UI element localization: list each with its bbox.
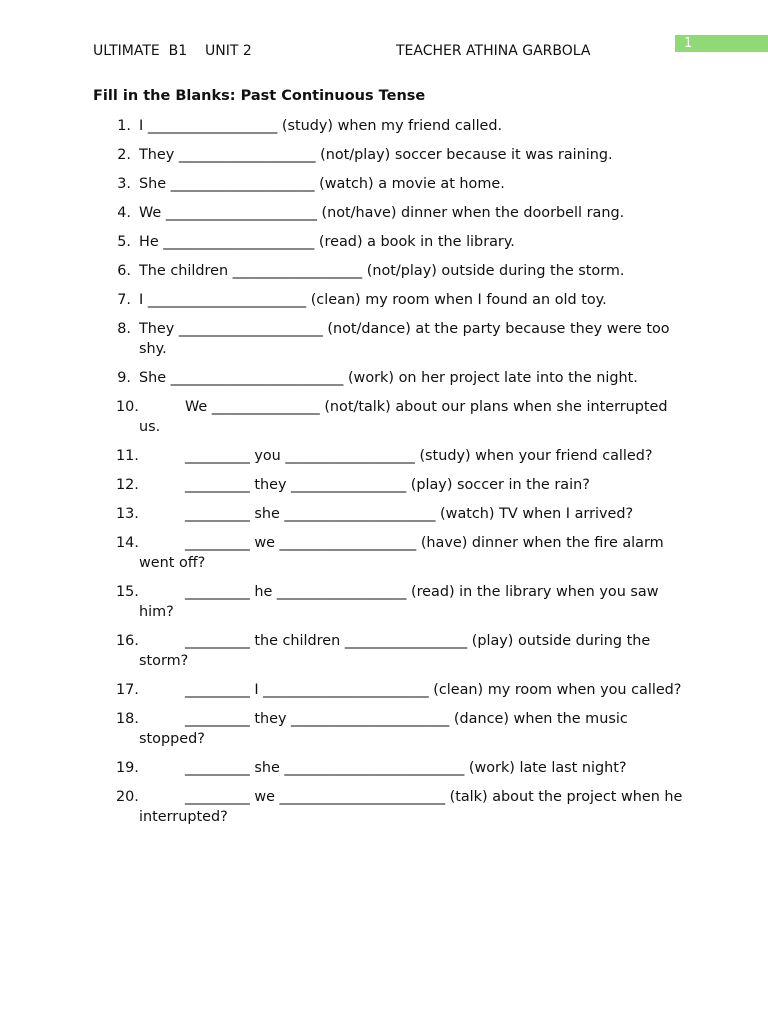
question-item <box>93 397 683 437</box>
question-number: 8. <box>117 321 131 337</box>
question-item <box>93 290 683 310</box>
question-text: _________ he __________________ (read) in the library when you saw him? <box>139 584 659 620</box>
question-number: 3. <box>117 176 131 192</box>
page-number-tab: 1 <box>675 35 768 52</box>
question-item <box>93 787 683 827</box>
question-number: 12. <box>116 477 139 493</box>
question-list <box>93 116 683 836</box>
question-item <box>93 758 683 778</box>
question-text: They ___________________ (not/play) soccer because it was raining. <box>139 147 613 163</box>
question-text: She ________________________ (work) on her project late into the night. <box>139 370 638 386</box>
question-item <box>93 145 683 165</box>
question-text: _________ they ______________________ (dance) when the music stopped? <box>139 711 628 747</box>
question-text: He _____________________ (read) a book in the library. <box>139 234 515 250</box>
question-number: 7. <box>117 292 131 308</box>
question-item <box>93 319 683 359</box>
question-text: We _____________________ (not/have) dinner when the doorbell rang. <box>139 205 625 221</box>
question-number: 13. <box>116 506 139 522</box>
question-number: 2. <box>117 147 131 163</box>
question-number: 1. <box>117 118 131 134</box>
question-item <box>93 368 683 388</box>
question-text: I __________________ (study) when my friend called. <box>139 118 503 134</box>
question-number: 20. <box>116 789 139 805</box>
question-number: 9. <box>117 370 131 386</box>
question-item <box>93 533 683 573</box>
question-text: They ____________________ (not/dance) at the party because they were too shy. <box>139 321 670 357</box>
question-text: _________ she _____________________ (watch) TV when I arrived? <box>185 506 634 522</box>
question-item <box>93 475 683 495</box>
question-number: 5. <box>117 234 131 250</box>
question-text: We _______________ (not/talk) about our plans when she interrupted us. <box>139 399 668 435</box>
question-item <box>93 680 683 700</box>
question-text: The children __________________ (not/play) outside during the storm. <box>139 263 625 279</box>
question-text: _________ she _________________________ (work) late last night? <box>185 760 627 776</box>
question-item <box>93 232 683 252</box>
question-number: 19. <box>116 760 139 776</box>
question-number: 10. <box>116 399 139 415</box>
question-number: 18. <box>116 711 139 727</box>
question-item <box>93 631 683 671</box>
question-item <box>93 174 683 194</box>
question-text: _________ they ________________ (play) soccer in the rain? <box>185 477 590 493</box>
question-number: 17. <box>116 682 139 698</box>
question-number: 4. <box>117 205 131 221</box>
question-text: She ____________________ (watch) a movie at home. <box>139 176 505 192</box>
question-text: _________ the children _________________ (play) outside during the storm? <box>139 633 651 669</box>
question-text: _________ I _______________________ (clean) my room when you called? <box>185 682 682 698</box>
question-item <box>93 203 683 223</box>
worksheet-title: Fill in the Blanks: Past Continuous Tense <box>93 88 426 104</box>
question-item <box>93 709 683 749</box>
question-item <box>93 116 683 136</box>
question-number: 16. <box>116 633 139 649</box>
question-item <box>93 504 683 524</box>
question-text: I ______________________ (clean) my room when I found an old toy. <box>139 292 607 308</box>
question-item <box>93 261 683 281</box>
question-item <box>93 582 683 622</box>
question-number: 14. <box>116 535 139 551</box>
question-text: _________ you __________________ (study) when your friend called? <box>185 448 653 464</box>
question-number: 6. <box>117 263 131 279</box>
question-number: 11. <box>116 448 139 464</box>
question-number: 15. <box>116 584 139 600</box>
header-course-unit: ULTIMATE B1 UNIT 2 <box>93 43 252 59</box>
question-text: _________ we ___________________ (have) dinner when the fire alarm went off? <box>139 535 664 571</box>
question-item <box>93 446 683 466</box>
question-text: _________ we _______________________ (talk) about the project when he interrupted? <box>139 789 683 825</box>
header-teacher-name: TEACHER ATHINA GARBOLA <box>396 43 591 59</box>
